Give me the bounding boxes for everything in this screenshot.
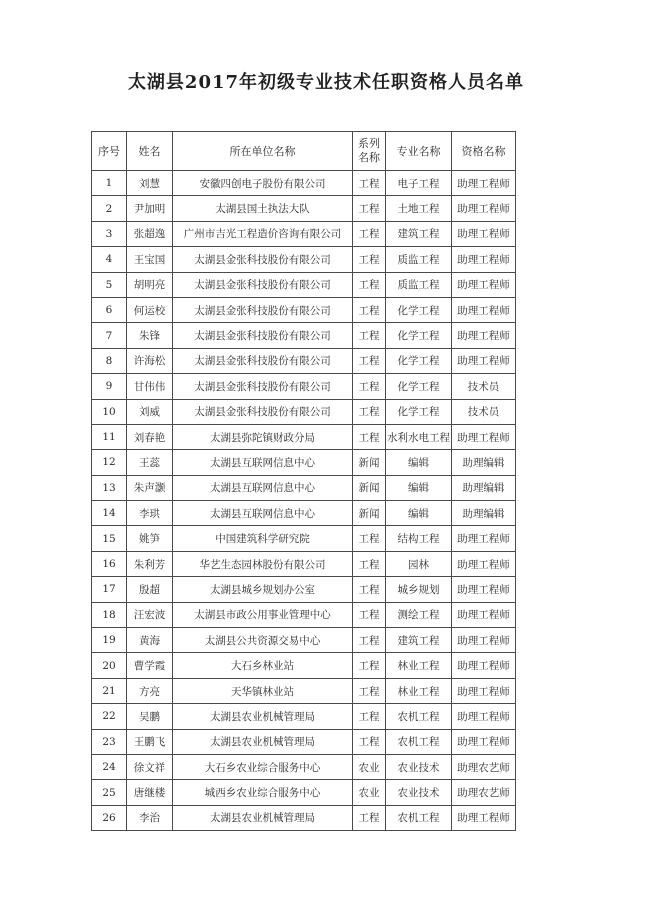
document-title: 太湖县2017年初级专业技术任职资格人员名单 (127, 72, 525, 93)
cell-category: 新闻 (353, 450, 386, 475)
cell-category: 工程 (353, 729, 386, 754)
cell-major: 农业技术 (386, 754, 452, 779)
cell-category: 工程 (353, 247, 386, 272)
table-row (92, 704, 516, 729)
cell-name: 李治 (127, 805, 173, 830)
cell-qualification: 助理编辑 (452, 475, 516, 500)
table-row (92, 399, 516, 424)
cell-qualification: 助理农艺师 (452, 754, 516, 779)
cell-no: 14 (92, 501, 127, 526)
cell-no: 22 (92, 704, 127, 729)
cell-major: 化学工程 (386, 323, 452, 348)
table-row (92, 374, 516, 399)
cell-major: 质监工程 (386, 247, 452, 272)
cell-no: 25 (92, 780, 127, 805)
cell-org: 太湖县农业机械管理局 (173, 729, 353, 754)
cell-no: 24 (92, 754, 127, 779)
table-row (92, 678, 516, 703)
cell-qualification: 助理工程师 (452, 526, 516, 551)
cell-org: 太湖县金张科技股份有限公司 (173, 247, 353, 272)
cell-qualification: 助理工程师 (452, 247, 516, 272)
cell-major: 土地工程 (386, 196, 452, 221)
cell-major: 建筑工程 (386, 221, 452, 246)
cell-major: 化学工程 (386, 297, 452, 322)
cell-name: 何运校 (127, 297, 173, 322)
cell-major: 化学工程 (386, 399, 452, 424)
cell-name: 尹加明 (127, 196, 173, 221)
cell-category: 新闻 (353, 501, 386, 526)
cell-org: 太湖县城乡规划办公室 (173, 577, 353, 602)
cell-no: 19 (92, 628, 127, 653)
cell-name: 张超逸 (127, 221, 173, 246)
cell-major: 园林 (386, 551, 452, 576)
cell-major: 化学工程 (386, 348, 452, 373)
header-org: 所在单位名称 (173, 132, 353, 171)
cell-no: 21 (92, 678, 127, 703)
cell-org: 太湖县互联网信息中心 (173, 475, 353, 500)
table-row (92, 729, 516, 754)
cell-org: 华艺生态园林股份有限公司 (173, 551, 353, 576)
cell-category: 农业 (353, 780, 386, 805)
cell-org: 太湖县金张科技股份有限公司 (173, 348, 353, 373)
table-row (92, 247, 516, 272)
cell-no: 6 (92, 297, 127, 322)
table-row (92, 424, 516, 449)
cell-category: 工程 (353, 424, 386, 449)
cell-no: 20 (92, 653, 127, 678)
cell-name: 曹学霞 (127, 653, 173, 678)
cell-major: 结构工程 (386, 526, 452, 551)
cell-major: 农机工程 (386, 805, 452, 830)
table-row (92, 577, 516, 602)
table-row (92, 323, 516, 348)
personnel-table (91, 131, 516, 831)
table-row (92, 171, 516, 196)
cell-org: 大石乡农业综合服务中心 (173, 754, 353, 779)
cell-org: 太湖县金张科技股份有限公司 (173, 272, 353, 297)
cell-qualification: 助理工程师 (452, 805, 516, 830)
cell-category: 工程 (353, 323, 386, 348)
cell-org: 太湖县金张科技股份有限公司 (173, 323, 353, 348)
cell-category: 工程 (353, 526, 386, 551)
cell-no: 16 (92, 551, 127, 576)
cell-no: 13 (92, 475, 127, 500)
cell-qualification: 助理工程师 (452, 348, 516, 373)
cell-category: 工程 (353, 374, 386, 399)
header-no: 序号 (92, 132, 127, 171)
cell-category: 工程 (353, 399, 386, 424)
cell-no: 1 (92, 171, 127, 196)
cell-org: 太湖县农业机械管理局 (173, 704, 353, 729)
cell-category: 工程 (353, 196, 386, 221)
cell-major: 林业工程 (386, 678, 452, 703)
cell-major: 建筑工程 (386, 628, 452, 653)
cell-major: 水利水电工程 (386, 424, 452, 449)
cell-category: 工程 (353, 628, 386, 653)
cell-category: 工程 (353, 577, 386, 602)
cell-no: 8 (92, 348, 127, 373)
cell-name: 许海松 (127, 348, 173, 373)
cell-major: 编辑 (386, 501, 452, 526)
cell-org: 安徽四创电子股份有限公司 (173, 171, 353, 196)
table-body (92, 171, 516, 831)
table-row (92, 551, 516, 576)
cell-no: 23 (92, 729, 127, 754)
cell-category: 工程 (353, 704, 386, 729)
cell-category: 工程 (353, 678, 386, 703)
cell-name: 刘慧 (127, 171, 173, 196)
cell-qualification: 助理工程师 (452, 551, 516, 576)
cell-category: 工程 (353, 348, 386, 373)
cell-major: 林业工程 (386, 653, 452, 678)
cell-org: 太湖县弥陀镇财政分局 (173, 424, 353, 449)
cell-name: 胡明亮 (127, 272, 173, 297)
cell-no: 4 (92, 247, 127, 272)
cell-name: 黄海 (127, 628, 173, 653)
cell-qualification: 技术员 (452, 374, 516, 399)
cell-name: 李珙 (127, 501, 173, 526)
cell-major: 测绘工程 (386, 602, 452, 627)
cell-qualification: 助理工程师 (452, 704, 516, 729)
cell-no: 9 (92, 374, 127, 399)
cell-name: 唐继楼 (127, 780, 173, 805)
header-category: 系列名称 (353, 132, 386, 171)
cell-name: 王蕊 (127, 450, 173, 475)
cell-major: 城乡规划 (386, 577, 452, 602)
cell-org: 广州市吉光工程造价咨询有限公司 (173, 221, 353, 246)
cell-qualification: 助理工程师 (452, 272, 516, 297)
cell-org: 太湖县互联网信息中心 (173, 501, 353, 526)
cell-qualification: 助理编辑 (452, 450, 516, 475)
cell-qualification: 助理工程师 (452, 171, 516, 196)
table-row (92, 196, 516, 221)
cell-category: 工程 (353, 171, 386, 196)
cell-qualification: 助理农艺师 (452, 780, 516, 805)
cell-major: 质监工程 (386, 272, 452, 297)
cell-major: 农机工程 (386, 729, 452, 754)
cell-name: 方亮 (127, 678, 173, 703)
table-row (92, 450, 516, 475)
table-row (92, 475, 516, 500)
cell-category: 农业 (353, 754, 386, 779)
cell-qualification: 助理工程师 (452, 323, 516, 348)
cell-qualification: 助理工程师 (452, 297, 516, 322)
cell-no: 3 (92, 221, 127, 246)
table-row (92, 805, 516, 830)
cell-org: 太湖县国土执法大队 (173, 196, 353, 221)
cell-no: 7 (92, 323, 127, 348)
cell-qualification: 助理工程师 (452, 602, 516, 627)
table-row (92, 526, 516, 551)
cell-major: 农业技术 (386, 780, 452, 805)
cell-category: 工程 (353, 221, 386, 246)
cell-no: 5 (92, 272, 127, 297)
cell-major: 编辑 (386, 450, 452, 475)
table-row (92, 653, 516, 678)
cell-name: 刘春艳 (127, 424, 173, 449)
table-row (92, 628, 516, 653)
cell-no: 2 (92, 196, 127, 221)
cell-name: 姚笋 (127, 526, 173, 551)
cell-name: 朱声灏 (127, 475, 173, 500)
cell-category: 新闻 (353, 475, 386, 500)
cell-name: 刘威 (127, 399, 173, 424)
cell-major: 农机工程 (386, 704, 452, 729)
cell-category: 工程 (353, 297, 386, 322)
cell-org: 太湖县金张科技股份有限公司 (173, 297, 353, 322)
cell-major: 电子工程 (386, 171, 452, 196)
cell-org: 太湖县公共资源交易中心 (173, 628, 353, 653)
cell-qualification: 助理工程师 (452, 221, 516, 246)
cell-major: 编辑 (386, 475, 452, 500)
cell-qualification: 助理工程师 (452, 577, 516, 602)
cell-no: 10 (92, 399, 127, 424)
header-major: 专业名称 (386, 132, 452, 171)
cell-name: 王鹏飞 (127, 729, 173, 754)
cell-name: 王宝国 (127, 247, 173, 272)
cell-category: 工程 (353, 272, 386, 297)
cell-org: 城西乡农业综合服务中心 (173, 780, 353, 805)
cell-qualification: 助理工程师 (452, 678, 516, 703)
cell-no: 18 (92, 602, 127, 627)
cell-org: 太湖县市政公用事业管理中心 (173, 602, 353, 627)
cell-qualification: 助理工程师 (452, 729, 516, 754)
cell-name: 汪宏波 (127, 602, 173, 627)
cell-org: 太湖县金张科技股份有限公司 (173, 374, 353, 399)
cell-qualification: 技术员 (452, 399, 516, 424)
cell-org: 太湖县金张科技股份有限公司 (173, 399, 353, 424)
cell-no: 12 (92, 450, 127, 475)
cell-qualification: 助理编辑 (452, 501, 516, 526)
cell-qualification: 助理工程师 (452, 628, 516, 653)
table-header-row (92, 132, 516, 171)
table-row (92, 221, 516, 246)
table-row (92, 348, 516, 373)
table-row (92, 272, 516, 297)
cell-qualification: 助理工程师 (452, 653, 516, 678)
cell-org: 太湖县互联网信息中心 (173, 450, 353, 475)
cell-no: 11 (92, 424, 127, 449)
cell-qualification: 助理工程师 (452, 424, 516, 449)
table-row (92, 501, 516, 526)
cell-qualification: 助理工程师 (452, 196, 516, 221)
cell-no: 15 (92, 526, 127, 551)
cell-name: 朱锋 (127, 323, 173, 348)
cell-org: 太湖县农业机械管理局 (173, 805, 353, 830)
cell-org: 中国建筑科学研究院 (173, 526, 353, 551)
cell-name: 甘伟伟 (127, 374, 173, 399)
cell-name: 朱利芳 (127, 551, 173, 576)
cell-category: 工程 (353, 602, 386, 627)
table-row (92, 297, 516, 322)
header-qualification: 资格名称 (452, 132, 516, 171)
cell-no: 26 (92, 805, 127, 830)
cell-name: 吴鹏 (127, 704, 173, 729)
cell-category: 工程 (353, 551, 386, 576)
cell-category: 工程 (353, 653, 386, 678)
table-row (92, 754, 516, 779)
cell-name: 徐文祥 (127, 754, 173, 779)
cell-org: 大石乡林业站 (173, 653, 353, 678)
table-row (92, 602, 516, 627)
header-name: 姓名 (127, 132, 173, 171)
table-row (92, 780, 516, 805)
cell-category: 工程 (353, 805, 386, 830)
cell-org: 天华镇林业站 (173, 678, 353, 703)
cell-name: 殷超 (127, 577, 173, 602)
cell-no: 17 (92, 577, 127, 602)
cell-major: 化学工程 (386, 374, 452, 399)
